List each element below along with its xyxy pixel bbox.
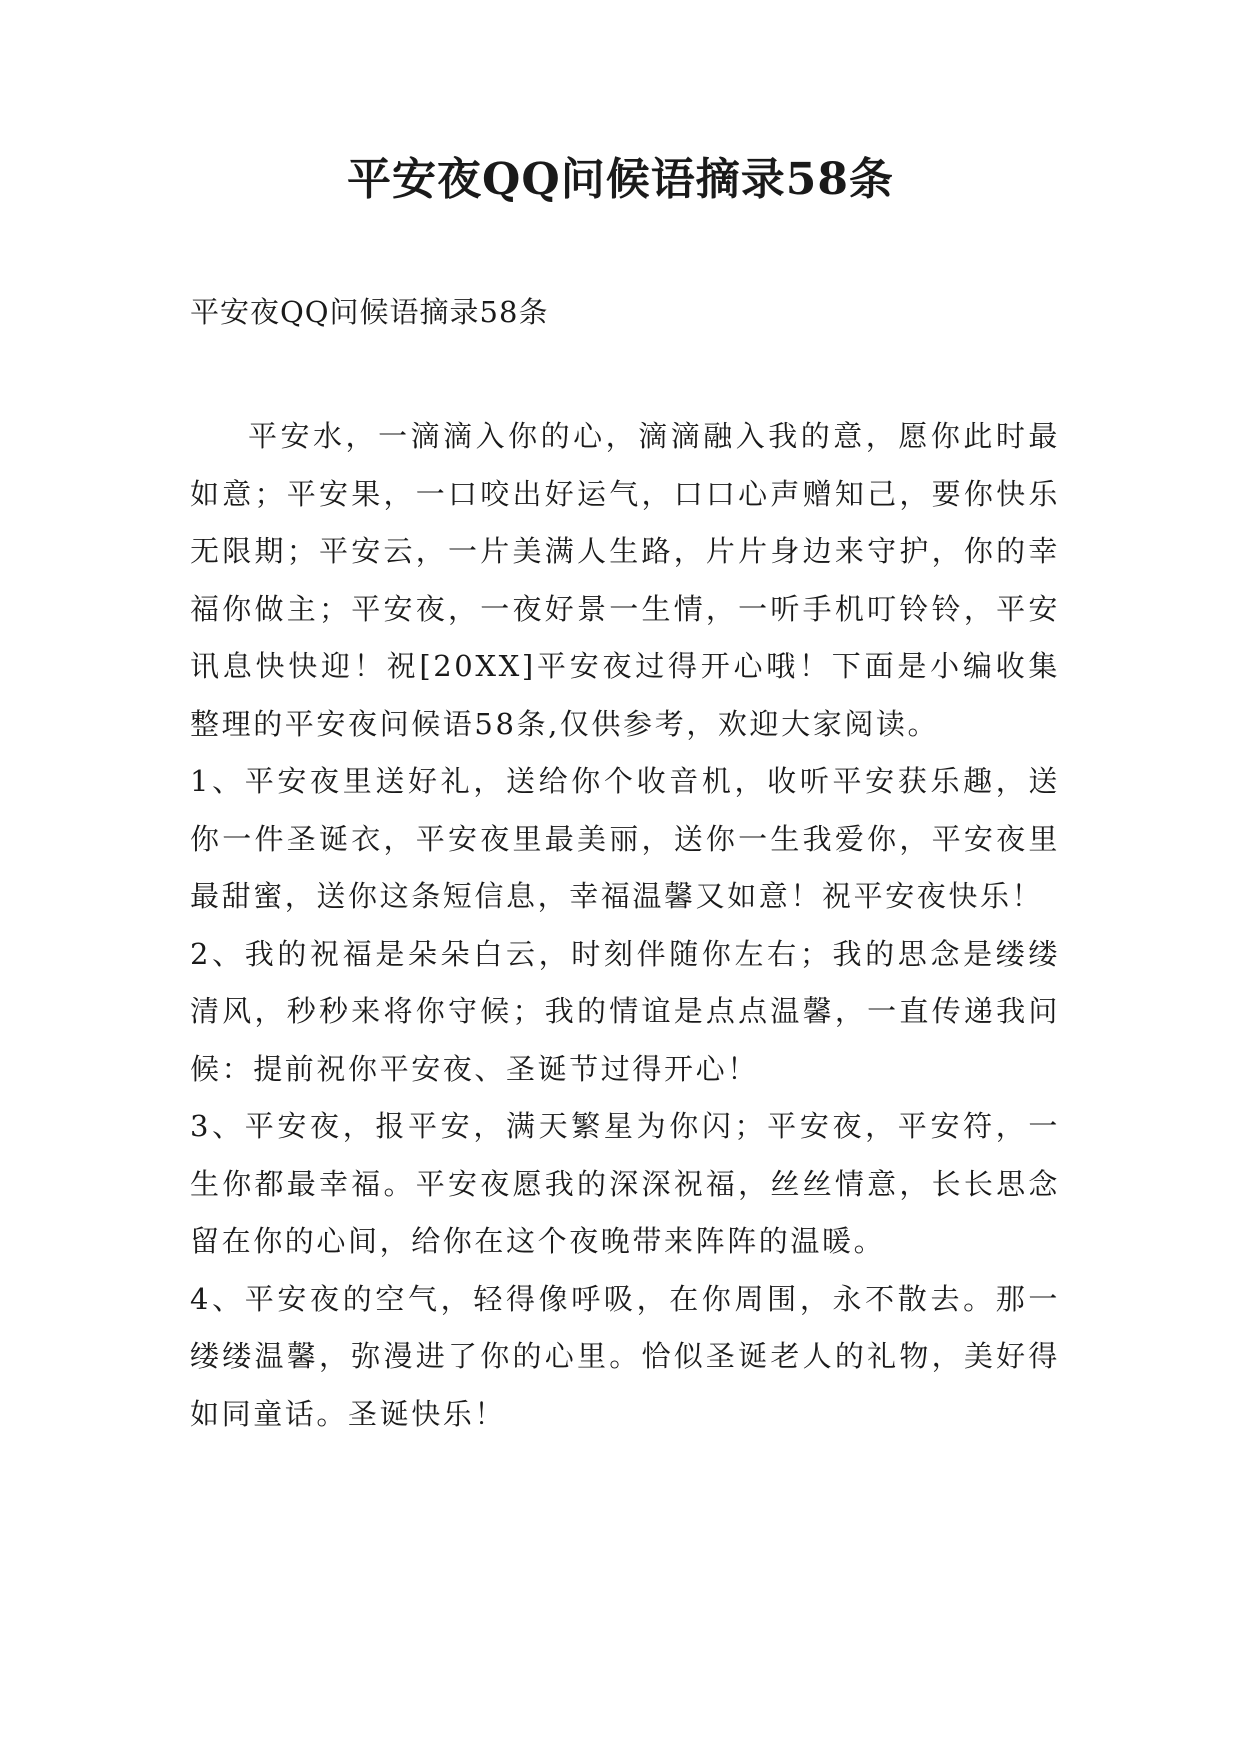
list-item: 2、我的祝福是朵朵白云，时刻伴随你左右；我的思念是缕缕清风，秒秒来将你守候；我的情谊是点点温馨，一直传递我问候：提前祝你平安夜、圣诞节过得开心！ [190,936,1060,1086]
document-body [190,408,1060,1443]
intro-paragraph: 平安水，一滴滴入你的心，滴滴融入我的意，愿你此时最如意；平安果，一口咬出好运气，口口心声赠知己，要你快乐无限期；平安云，一片美满人生路，片片身边来守护，你的幸福你做主；平安夜，一夜好景一生情，一听手机叮铃铃，平安讯息快快迎！祝[20XX]平安夜过得开心哦！下面是小编收集整理的平安夜问候语58条,仅供参考，欢迎大家阅读。 [190,419,1060,741]
list-item: 3、平安夜，报平安，满天繁星为你闪；平安夜，平安符，一生你都最幸福。平安夜愿我的深深祝福，丝丝情意，长长思念留在你的心间，给你在这个夜晚带来阵阵的温暖。 [190,1109,1060,1258]
list-item: 4、平安夜的空气，轻得像呼吸，在你周围，永不散去。那一缕缕温馨，弥漫进了你的心里。恰似圣诞老人的礼物，美好得如同童话。圣诞快乐！ [190,1281,1060,1431]
document-subtitle: 平安夜QQ问候语摘录58条 [190,295,549,329]
document-title: 平安夜QQ问候语摘录58条 [347,154,894,205]
list-item: 1、平安夜里送好礼，送给你个收音机，收听平安获乐趣，送你一件圣诞衣，平安夜里最美丽，送你一生我爱你，平安夜里最甜蜜，送你这条短信息，幸福温馨又如意！祝平安夜快乐！ [190,764,1060,913]
